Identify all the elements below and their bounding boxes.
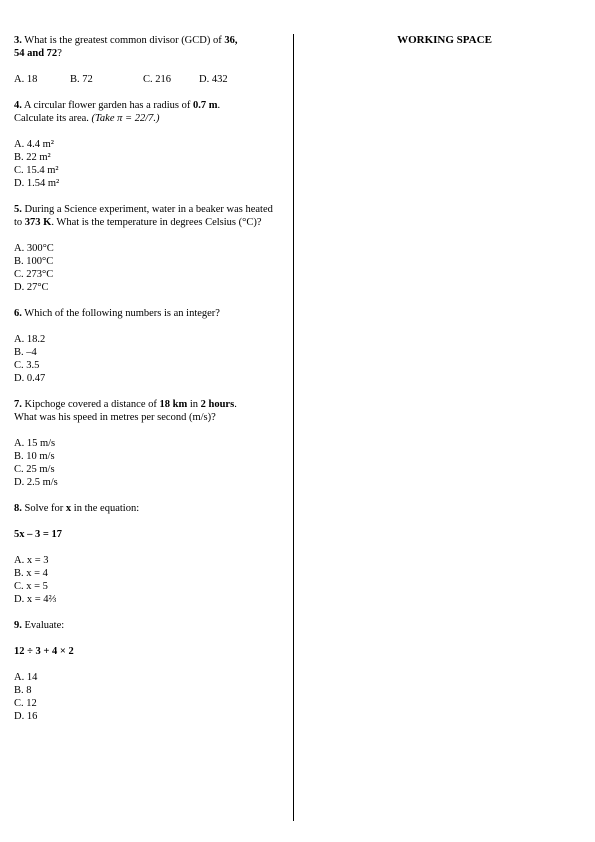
option-d[interactable]: D. 1.54 m²	[14, 178, 60, 189]
option-b[interactable]: B. 100°C	[14, 256, 54, 267]
question-3-options	[14, 73, 282, 86]
question-8-options	[14, 554, 282, 606]
bold-value: 54 and 72	[14, 48, 58, 59]
question-8	[14, 502, 282, 606]
question-text: What was his speed in metres per second (m/s)?	[14, 412, 216, 423]
question-number: 5.	[14, 204, 22, 215]
question-9-text	[14, 619, 282, 632]
question-7	[14, 398, 282, 489]
question-9-options	[14, 671, 282, 723]
question-3	[14, 34, 282, 86]
bold-value: 373 K	[24, 217, 52, 228]
option-b[interactable]: B. 22 m²	[14, 152, 51, 163]
equation: 5x – 3 = 17	[14, 529, 62, 540]
bold-value: 18 km	[159, 399, 188, 410]
question-4-text	[14, 99, 282, 125]
question-5	[14, 203, 282, 294]
option-a[interactable]: A. 4.4 m²	[14, 139, 54, 150]
question-text: . What is the temperature in degrees Celsius (°C)?	[51, 217, 262, 228]
working-space-heading: WORKING SPACE	[397, 34, 492, 46]
bold-value: x	[65, 503, 72, 514]
option-d[interactable]: D. x = 4⅔	[14, 594, 57, 605]
question-9	[14, 619, 282, 723]
question-text: During a Science experiment, water in a beaker was heated to	[14, 204, 273, 228]
question-number: 9.	[14, 620, 22, 631]
option-c[interactable]: C. 12	[14, 698, 37, 709]
option-d[interactable]: D. 2.5 m/s	[14, 477, 58, 488]
question-text: Evaluate:	[21, 620, 65, 631]
option-b[interactable]: B. 8	[14, 685, 32, 696]
question-text: .	[234, 399, 237, 410]
question-number: 3.	[14, 35, 22, 46]
question-3-text	[14, 34, 282, 60]
option-b[interactable]: B. 10 m/s	[14, 451, 55, 462]
question-number: 7.	[14, 399, 22, 410]
question-number: 4.	[14, 100, 22, 111]
option-d[interactable]: D. 0.47	[14, 373, 46, 384]
option-b[interactable]: B. 72	[70, 74, 93, 85]
question-6	[14, 307, 282, 385]
question-text: .	[217, 100, 221, 111]
option-a[interactable]: A. 300°C	[14, 243, 54, 254]
option-d[interactable]: D. 16	[14, 711, 38, 722]
question-5-text	[14, 203, 282, 229]
bold-value: 36,	[224, 35, 238, 46]
question-text: Which of the following numbers is an integer?	[21, 308, 220, 319]
question-4-options	[14, 138, 282, 190]
question-number: 8.	[14, 503, 22, 514]
italic-note: (Take π = 22/7.)	[91, 113, 160, 124]
option-b[interactable]: B. x = 4	[14, 568, 48, 579]
option-a[interactable]: A. 15 m/s	[14, 438, 56, 449]
question-text: A circular flower garden has a radius of	[21, 100, 194, 111]
option-a[interactable]: A. 18	[14, 74, 38, 85]
question-6-options	[14, 333, 282, 385]
question-6-text	[14, 307, 282, 320]
option-a[interactable]: A. 14	[14, 672, 38, 683]
option-b[interactable]: B. –4	[14, 347, 37, 358]
equation: 12 ÷ 3 + 4 × 2	[14, 646, 74, 657]
option-c[interactable]: C. 15.4 m²	[14, 165, 59, 176]
bold-value: 0.7 m	[193, 100, 218, 111]
question-number: 6.	[14, 308, 22, 319]
option-c[interactable]: C. 216	[143, 74, 172, 85]
option-a[interactable]: A. x = 3	[14, 555, 49, 566]
question-text: ?	[57, 48, 62, 59]
question-text: Kipchoge covered a distance of	[21, 399, 160, 410]
question-text: Solve for	[21, 503, 66, 514]
option-c[interactable]: C. 273°C	[14, 269, 54, 280]
question-8-text	[14, 502, 282, 515]
option-c[interactable]: C. 25 m/s	[14, 464, 55, 475]
question-text: Calculate its area.	[14, 113, 92, 124]
question-4	[14, 99, 282, 190]
question-5-options	[14, 242, 282, 294]
option-c[interactable]: C. x = 5	[14, 581, 48, 592]
question-7-text	[14, 398, 282, 424]
bold-value: 2 hours	[200, 399, 235, 410]
option-c[interactable]: C. 3.5	[14, 360, 40, 371]
option-d[interactable]: D. 27°C	[14, 282, 49, 293]
question-text: in the equation:	[71, 503, 140, 514]
questions-column	[14, 34, 282, 736]
option-d[interactable]: D. 432	[199, 74, 228, 85]
option-a[interactable]: A. 18.2	[14, 334, 46, 345]
question-text: in	[187, 399, 201, 410]
column-divider	[293, 34, 294, 821]
question-7-options	[14, 437, 282, 489]
question-text: What is the greatest common divisor (GCD) of	[21, 35, 225, 46]
